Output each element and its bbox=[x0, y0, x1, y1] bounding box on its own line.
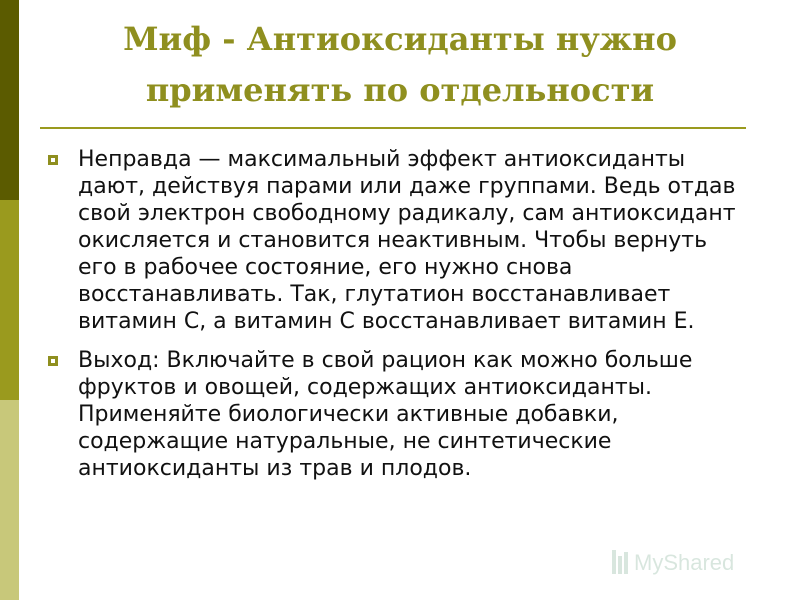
slide-title bbox=[40, 14, 760, 116]
square-bullet-icon bbox=[48, 356, 58, 366]
slide-body bbox=[48, 146, 748, 494]
side-bar-segment-dark bbox=[0, 0, 19, 200]
bullet-item bbox=[48, 347, 748, 482]
title-divider bbox=[40, 127, 746, 129]
bullet-item bbox=[48, 146, 748, 335]
side-bar-segment-mid bbox=[0, 200, 19, 400]
side-bar-segment-light bbox=[0, 400, 19, 600]
watermark-text: MyShared bbox=[634, 550, 735, 575]
slide-title-line1: Миф - Антиоксиданты нужно bbox=[123, 20, 677, 58]
slide-title-line2: применять по отдельности bbox=[145, 71, 655, 109]
side-color-bar bbox=[0, 0, 19, 600]
square-bullet-icon bbox=[48, 155, 58, 165]
bullet-text: Неправда — максимальный эффект антиоксиданты дают, действуя парами или даже группами. Ведь отдав свой электрон свободному радикалу, сам антиоксидант окисляется и становится неактивным. Чтобы вернуть его в рабочее состояние, его нужно снова восстанавливать. Так, глутатион восстанавливает витамин С, а витамин С восстанавливает витамин Е. bbox=[78, 147, 736, 334]
watermark-logo-icon bbox=[610, 542, 770, 582]
bullet-text: Выход: Включайте в свой рацион как можно больше фруктов и овощей, содержащих антиоксиданты. Применяйте биологически активные добавки, содержащие натуральные, не синтетические антиоксиданты из трав и плодов. bbox=[78, 348, 693, 481]
